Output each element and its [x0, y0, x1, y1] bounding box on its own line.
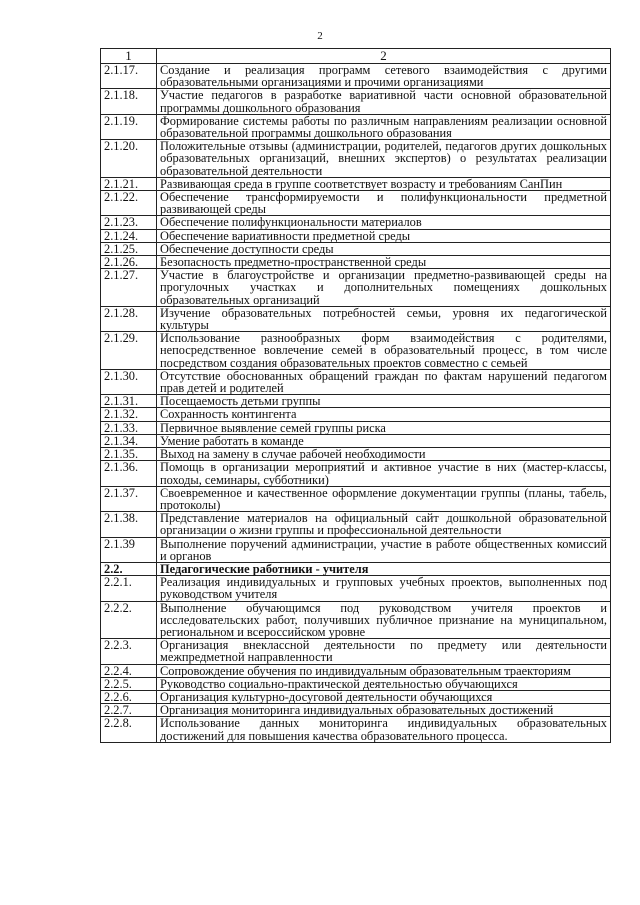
item-description: Обеспечение трансформируемости и полифункциональности предметной развивающей среды — [157, 191, 611, 216]
page-number: 2 — [317, 30, 323, 42]
item-description: Участие педагогов в разработке вариативной части основной образовательной программы дошкольного образования — [157, 89, 611, 114]
item-description: Организация мониторинга индивидуальных образовательных достижений — [157, 704, 611, 717]
item-code: 2.1.21. — [101, 177, 157, 190]
item-code: 2.1.27. — [101, 269, 157, 307]
item-description: Реализация индивидуальных и групповых учебных проектов, выполненных под руководством учителя — [157, 576, 611, 601]
table-row — [101, 677, 611, 690]
item-description: Сохранность контингента — [157, 408, 611, 421]
item-code: 2.1.22. — [101, 191, 157, 216]
item-code: 2.2.6. — [101, 690, 157, 703]
table-row — [101, 448, 611, 461]
item-description: Представление материалов на официальный сайт дошкольной образовательной организации о жизни группы и профессиональной деятельности — [157, 512, 611, 537]
table-row — [101, 395, 611, 408]
table-header-row — [101, 49, 611, 64]
item-description: Обеспечение доступности среды — [157, 242, 611, 255]
table-row — [101, 306, 611, 331]
table-row — [101, 434, 611, 447]
item-code: 2.1.34. — [101, 434, 157, 447]
table-row — [101, 332, 611, 370]
section-header-row — [101, 562, 611, 575]
item-code: 2.1.36. — [101, 461, 157, 486]
table-row — [101, 664, 611, 677]
table-row — [101, 576, 611, 601]
item-code: 2.2.4. — [101, 664, 157, 677]
item-description: Развивающая среда в группе соответствует возрасту и требованиям СанПин — [157, 177, 611, 190]
item-description: Изучение образовательных потребностей семьи, уровня их педагогической культуры — [157, 306, 611, 331]
table-row — [101, 704, 611, 717]
item-code: 2.1.29. — [101, 332, 157, 370]
item-description: Организация внеклассной деятельности по предмету или деятельности межпредметной направленности — [157, 639, 611, 664]
item-description: Обеспечение полифункциональности материалов — [157, 216, 611, 229]
item-description: Выполнение обучающимся под руководством учителя проектов и исследовательских работ, получивших публичное признание на муниципальном, региональном и всероссийском уровне — [157, 601, 611, 639]
table-row — [101, 690, 611, 703]
criteria-table-body — [101, 49, 611, 743]
item-code: 2.2.2. — [101, 601, 157, 639]
table-row — [101, 461, 611, 486]
table-row — [101, 537, 611, 562]
item-description: Участие в благоустройстве и организации предметно-развивающей среды на прогулочных участках и дополнительных помещениях дошкольных образовательных организаций — [157, 269, 611, 307]
item-code: 2.1.35. — [101, 448, 157, 461]
table-row — [101, 177, 611, 190]
item-description: Создание и реализация программ сетевого взаимодействия с другими образовательными организациями и прочими организациями — [157, 64, 611, 89]
item-description: Использование данных мониторинга индивидуальных образовательных достижений для повышения качества образовательного процесса. — [157, 717, 611, 742]
item-description: Умение работать в команде — [157, 434, 611, 447]
item-code: 2.1.23. — [101, 216, 157, 229]
item-description: Первичное выявление семей группы риска — [157, 421, 611, 434]
item-code: 2.2.7. — [101, 704, 157, 717]
item-code: 2.1.37. — [101, 486, 157, 511]
item-description: Своевременное и качественное оформление документации группы (планы, табель, протоколы) — [157, 486, 611, 511]
table-row — [101, 191, 611, 216]
table-row — [101, 486, 611, 511]
item-description: Обеспечение вариативности предметной среды — [157, 229, 611, 242]
table-row — [101, 369, 611, 394]
table-row — [101, 408, 611, 421]
item-code: 2.1.24. — [101, 229, 157, 242]
item-description: Помощь в организации мероприятий и активное участие в них (мастер-классы, походы, семинары, субботники) — [157, 461, 611, 486]
item-code: 2.1.32. — [101, 408, 157, 421]
item-code: 2.1.20. — [101, 140, 157, 178]
table-row — [101, 512, 611, 537]
item-code: 2.1.26. — [101, 256, 157, 269]
item-description: Выполнение поручений администрации, участие в работе общественных комиссий и органов — [157, 537, 611, 562]
item-code: 2.1.28. — [101, 306, 157, 331]
table-row — [101, 242, 611, 255]
item-code: 2.2.5. — [101, 677, 157, 690]
item-description: Выход на замену в случае рабочей необходимости — [157, 448, 611, 461]
item-code: 2.1.38. — [101, 512, 157, 537]
item-description: Положительные отзывы (администрации, родителей, педагогов других дошкольных образовательных организаций, внешних экспертов) о результатах реализации образовательной деятельности — [157, 140, 611, 178]
item-code: 2.1.17. — [101, 64, 157, 89]
item-code: 2.2.1. — [101, 576, 157, 601]
table-row — [101, 256, 611, 269]
item-code: 2.1.19. — [101, 114, 157, 139]
item-code: 2.2.8. — [101, 717, 157, 742]
item-code: 2.1.30. — [101, 369, 157, 394]
item-code: 2.1.31. — [101, 395, 157, 408]
item-code: 2.1.39 — [101, 537, 157, 562]
item-description: Посещаемость детьми группы — [157, 395, 611, 408]
table-row — [101, 421, 611, 434]
header-col-1: 1 — [101, 49, 157, 64]
item-description: Отсутствие обоснованных обращений граждан по фактам нарушений педагогом прав детей и родителей — [157, 369, 611, 394]
table-row — [101, 717, 611, 742]
item-description: Руководство социально-практической деятельностью обучающихся — [157, 677, 611, 690]
table-row — [101, 229, 611, 242]
item-description: Использование разнообразных форм взаимодействия с родителями, непосредственное вовлечение семей в образовательный процесс, в том числе посредством создания образовательных проектов совместно с семьей — [157, 332, 611, 370]
table-row — [101, 269, 611, 307]
table-row — [101, 216, 611, 229]
item-description: Формирование системы работы по различным направлениям реализации основной образовательной программы дошкольного образования — [157, 114, 611, 139]
item-code: 2.2. — [101, 562, 157, 575]
table-row — [101, 639, 611, 664]
item-code: 2.2.3. — [101, 639, 157, 664]
item-code: 2.1.18. — [101, 89, 157, 114]
criteria-table — [100, 48, 611, 743]
table-row — [101, 601, 611, 639]
item-code: 2.1.33. — [101, 421, 157, 434]
table-row — [101, 89, 611, 114]
table-row — [101, 140, 611, 178]
header-col-2: 2 — [157, 49, 611, 64]
table-row — [101, 64, 611, 89]
item-description: Безопасность предметно-пространственной среды — [157, 256, 611, 269]
item-code: 2.1.25. — [101, 242, 157, 255]
item-description: Организация культурно-досуговой деятельности обучающихся — [157, 690, 611, 703]
table-row — [101, 114, 611, 139]
item-description: Сопровождение обучения по индивидуальным образовательным траекториям — [157, 664, 611, 677]
section-title: Педагогические работники - учителя — [157, 562, 611, 575]
